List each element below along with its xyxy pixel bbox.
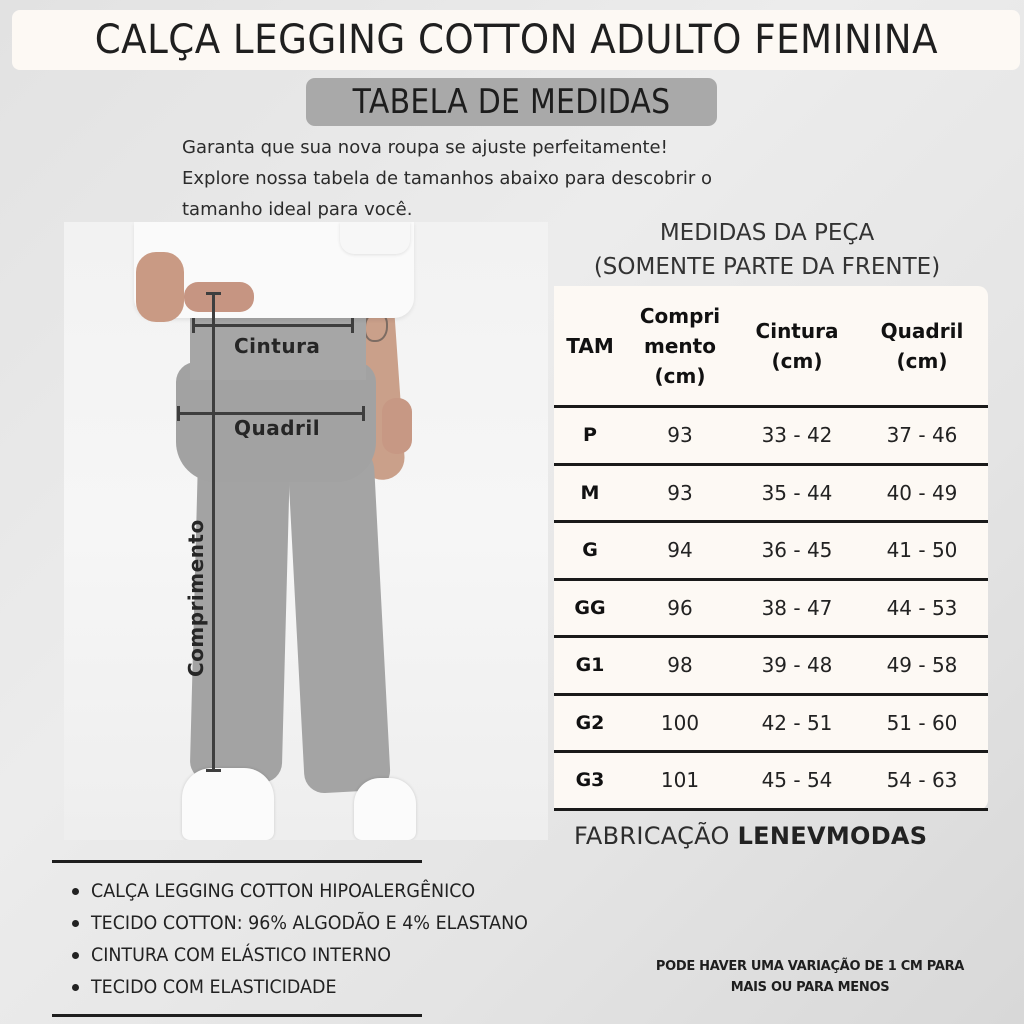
hip-cell: 44 - 53	[886, 595, 958, 620]
length-cell: 93	[667, 480, 693, 505]
sneaker-right	[354, 778, 416, 840]
header-waist: Cintura (cm)	[755, 318, 839, 373]
hip-cell: 40 - 49	[886, 480, 958, 505]
model-photo	[64, 222, 548, 840]
title-banner	[12, 10, 1020, 70]
model-hand	[382, 398, 412, 454]
size-cell: G3	[575, 769, 605, 792]
size-cell: G1	[575, 654, 605, 677]
hip-cell: 51 - 60	[886, 710, 958, 735]
length-measure-line	[212, 292, 215, 772]
waist-cell: 33 - 42	[761, 423, 833, 448]
size-cell: G	[582, 539, 598, 562]
feature-item: TECIDO COTTON: 96% ALGODÃO E 4% ELASTANO	[72, 907, 566, 939]
feature-list	[72, 875, 566, 1003]
size-cell: M	[580, 481, 600, 504]
intro-line: tamanho ideal para você.	[182, 199, 413, 220]
brand-line	[574, 822, 927, 850]
length-cell: 96	[667, 595, 693, 620]
length-cell: 98	[667, 653, 693, 678]
length-cell: 101	[660, 768, 700, 793]
length-cell: 93	[667, 423, 693, 448]
table-row	[554, 753, 988, 811]
table-row	[554, 523, 988, 581]
page-title: CALÇA LEGGING COTTON ADULTO FEMININA	[94, 17, 938, 63]
bullet-icon	[72, 952, 79, 959]
header-hip: Quadril (cm)	[880, 318, 964, 373]
bullet-icon	[72, 984, 79, 991]
brand-prefix: FABRICAÇÃO	[574, 822, 730, 850]
model-hand	[184, 282, 254, 312]
size-cell: P	[583, 424, 597, 447]
waist-cell: 35 - 44	[761, 480, 833, 505]
table-row	[554, 696, 988, 754]
feature-item: CINTURA COM ELÁSTICO INTERNO	[72, 939, 566, 971]
waist-label: Cintura	[234, 334, 321, 358]
sneaker-left	[182, 768, 274, 840]
legging-leg-right	[287, 440, 391, 794]
hip-cell: 37 - 46	[886, 423, 958, 448]
brand-name: LENEVMODAS	[737, 822, 928, 850]
intro-line: Garanta que sua nova roupa se ajuste perfeitamente!	[182, 137, 668, 158]
hip-label: Quadril	[234, 416, 321, 440]
variation-note: PODE HAVER UMA VARIAÇÃO DE 1 CM PARA MAIS OU PARA MENOS	[655, 959, 965, 995]
size-table	[554, 286, 988, 810]
hip-cell: 41 - 50	[886, 538, 958, 563]
intro-text	[182, 132, 862, 225]
waist-measure-line	[192, 324, 354, 327]
table-caption	[560, 216, 974, 284]
table-caption-line: MEDIDAS DA PEÇA	[659, 220, 875, 246]
feature-item: TECIDO COM ELASTICIDADE	[72, 971, 566, 1003]
section-title: TABELA DE MEDIDAS	[352, 82, 671, 122]
bullet-icon	[72, 920, 79, 927]
table-header-row	[554, 286, 988, 408]
subtitle-banner	[306, 78, 717, 126]
waist-cell: 45 - 54	[761, 768, 833, 793]
header-size: TAM	[566, 333, 614, 358]
length-cell: 94	[667, 538, 693, 563]
feature-item: CALÇA LEGGING COTTON HIPOALERGÊNICO	[72, 875, 566, 907]
bullet-icon	[72, 888, 79, 895]
waist-cell: 38 - 47	[761, 595, 833, 620]
header-length: Compri mento (cm)	[639, 303, 721, 388]
table-row	[554, 408, 988, 466]
divider	[52, 1014, 422, 1017]
waist-cell: 42 - 51	[761, 710, 833, 735]
size-cell: GG	[574, 596, 606, 619]
size-cell: G2	[575, 711, 605, 734]
hip-cell: 54 - 63	[886, 768, 958, 793]
length-cell: 100	[660, 710, 700, 735]
hip-measure-line	[177, 412, 365, 415]
length-label: Comprimento	[184, 519, 208, 677]
table-caption-line: (SOMENTE PARTE DA FRENTE)	[593, 254, 941, 280]
waist-cell: 39 - 48	[761, 653, 833, 678]
waist-cell: 36 - 45	[761, 538, 833, 563]
divider	[52, 860, 422, 863]
model-arm	[136, 252, 184, 322]
table-row	[554, 466, 988, 524]
table-row	[554, 638, 988, 696]
model-sleeve	[340, 222, 410, 254]
table-row	[554, 581, 988, 639]
hip-cell: 49 - 58	[886, 653, 958, 678]
intro-line: Explore nossa tabela de tamanhos abaixo para descobrir o	[182, 168, 713, 189]
